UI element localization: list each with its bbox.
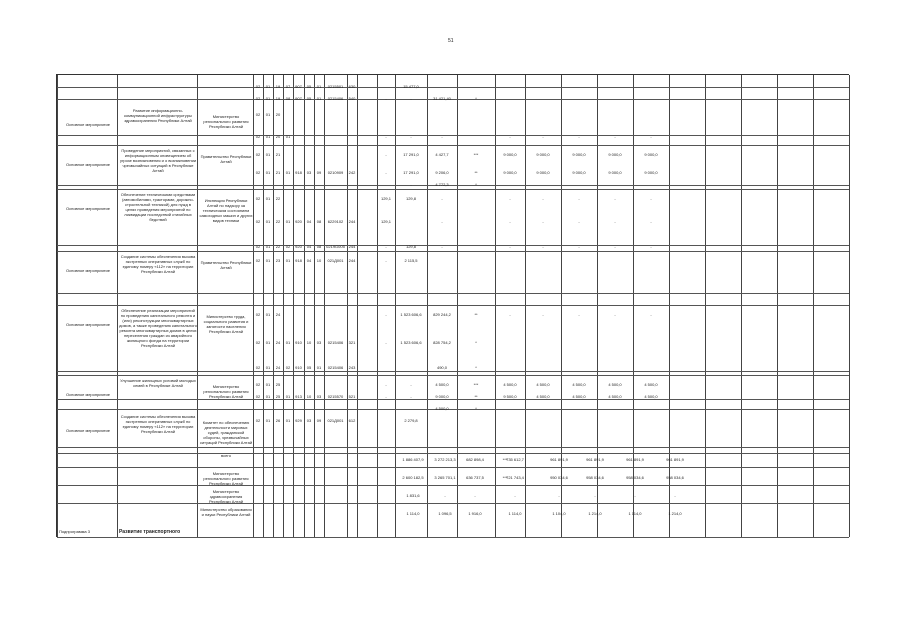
budget-code-cell: 01 — [285, 418, 291, 423]
total-value-cell: - — [444, 493, 446, 498]
value-cell: - — [578, 196, 580, 201]
total-value-cell: *** — [502, 457, 508, 462]
subprogram-name: Развитие транспортного — [119, 529, 181, 535]
row-type-label: Основное мероприятие — [66, 392, 110, 397]
budget-code-cell: 21 — [275, 152, 281, 157]
value-cell: 9 206,0 — [435, 170, 449, 175]
total-row-label: Министерство образования и науки Республики Алтай — [200, 507, 252, 517]
row-measure-name: Создание системы обеспечения вызова экстренных оперативных служб по единому номеру «112» на территории Республики Алтай — [120, 254, 196, 274]
value-cell: 2 115,5 — [404, 258, 418, 263]
budget-code-cell: 0210909 — [327, 170, 344, 175]
value-cell: 9 000,0 — [503, 170, 517, 175]
value-cell: 4 500,0 — [572, 394, 586, 399]
budget-code-cell: 08 — [316, 244, 322, 249]
budget-code-cell: 04 — [306, 258, 312, 263]
value-cell: - — [578, 244, 580, 249]
value-cell: 17 291,0 — [403, 170, 419, 175]
value-cell: - — [410, 182, 412, 187]
value-cell: 490,0 — [436, 365, 447, 370]
row-type-label: Основное мероприятие — [66, 122, 110, 127]
budget-code-cell: 242 — [348, 170, 356, 175]
row-measure-name: Улучшение жилищных условий молодых семей в Республике Алтай — [120, 378, 196, 388]
budget-code-cell: 02 — [255, 244, 261, 249]
budget-code-cell: 0215501 — [327, 84, 344, 89]
value-cell: - — [509, 312, 511, 317]
value-cell: 1 523 606,6 — [400, 340, 422, 345]
budget-code-cell: 02 — [255, 219, 261, 224]
value-cell: - — [650, 196, 652, 201]
budget-code-cell: 22 — [275, 196, 281, 201]
value-cell: - — [650, 312, 652, 317]
table-row-rule — [57, 453, 849, 454]
value-cell: 2 279,8 — [404, 418, 418, 423]
table-column-rule — [849, 75, 850, 537]
value-cell: 9 000,0 — [572, 170, 586, 175]
value-cell: - — [385, 312, 387, 317]
subprogram-label: Подпрограмма 3 — [59, 529, 90, 534]
budget-code-cell: 01 — [265, 418, 271, 423]
budget-code-cell: 920 — [295, 244, 302, 249]
budget-code-cell: 910 — [295, 340, 302, 345]
budget-code-cell: 01 — [285, 134, 291, 139]
row-measure-name: Обеспечение реализации мероприятий по проведению капитального ремонта и (или) реконструкции многоквартирных домов, а также проведению капитального ремонта многоквартирных домов в целях переселения граждан из аварийного жилищного фонда на территории Республики Алтай — [119, 308, 197, 348]
budget-code-cell: 01 — [285, 340, 291, 345]
budget-code-cell: 02 — [255, 394, 261, 399]
budget-code-cell: 02 — [255, 312, 261, 317]
table-row-rule — [57, 375, 849, 376]
total-value-cell: 961 891,9 — [550, 457, 568, 462]
value-cell: - — [410, 96, 412, 101]
budget-code-cell: 09 — [316, 418, 322, 423]
total-row-label: всего — [221, 453, 231, 458]
value-cell: 9 000,0 — [608, 170, 622, 175]
value-cell: - — [385, 258, 387, 263]
total-value-cell: - — [594, 493, 596, 498]
budget-code-cell: 01 — [285, 394, 291, 399]
budget-code-cell: 02 — [255, 84, 261, 89]
value-cell: 829 244,2 — [433, 312, 451, 317]
row-executor: Правительство Республики Алтай — [200, 260, 252, 270]
budget-code-cell: 25 — [275, 382, 281, 387]
total-value-cell: - — [558, 493, 560, 498]
value-cell: 9 000,0 — [644, 152, 658, 157]
value-cell: 9 000,0 — [572, 152, 586, 157]
value-cell: 4 427,7 — [435, 152, 449, 157]
row-executor: Министерство регионального развития Республики Алтай — [203, 384, 249, 399]
budget-code-cell: 25 — [275, 394, 281, 399]
budget-code-cell: 01 — [265, 244, 271, 249]
budget-code-cell: 08 — [285, 96, 291, 101]
budget-code-cell: 23 — [275, 258, 281, 263]
budget-code-cell: 01 — [316, 365, 322, 370]
budget-code-cell: 20 — [275, 112, 281, 117]
budget-code-cell: 10 — [306, 340, 312, 345]
total-value-cell: 958 034,6 — [666, 475, 684, 480]
budget-code-cell: 04 — [306, 244, 312, 249]
value-cell: - — [650, 134, 652, 139]
total-value-cell: 1 114,0 — [508, 511, 522, 516]
budget-code-cell: 02 — [255, 96, 261, 101]
value-cell: - — [542, 244, 544, 249]
value-cell: 9 000,0 — [503, 152, 517, 157]
budget-code-cell: 521 — [348, 394, 356, 399]
budget-code-cell: 04 — [306, 219, 312, 224]
row-executor: Правительство Республики Алтай — [200, 154, 252, 164]
table-row-rule — [57, 189, 849, 190]
budget-table — [56, 74, 849, 537]
total-value-cell: 735 612,7 — [506, 457, 524, 462]
row-executor: Комитет по обеспечению деятельности мировых судей, гражданской обороны, чрезвычайных ситуаций Республики Алтай — [199, 420, 253, 445]
budget-code-cell: 19 — [275, 96, 281, 101]
value-cell: - — [614, 134, 616, 139]
value-cell: - — [614, 196, 616, 201]
budget-code-cell: 01 — [265, 134, 271, 139]
total-value-cell: 3 265 701,1 — [434, 475, 456, 480]
budget-code-cell: 26 — [275, 418, 281, 423]
budget-code-cell: 21 — [275, 170, 281, 175]
value-cell: - — [410, 382, 412, 387]
row-type-label: Основное мероприятие — [66, 268, 110, 273]
table-row-rule — [57, 371, 849, 372]
total-value-cell: 961 891,9 — [666, 457, 684, 462]
budget-code-cell: 01 — [265, 84, 271, 89]
value-cell: - — [385, 394, 387, 399]
budget-code-cell: 03 — [306, 418, 312, 423]
budget-code-cell: 02 — [255, 152, 261, 157]
budget-code-cell: 0215406 — [327, 340, 344, 345]
value-cell: * — [475, 96, 477, 101]
value-cell: - — [410, 134, 412, 139]
total-row-label: Министерство здравоохранения Республики Алтай — [209, 489, 243, 504]
value-cell: 9 000,0 — [644, 170, 658, 175]
value-cell: - — [509, 244, 511, 249]
budget-code-cell: 913 — [295, 394, 302, 399]
total-value-cell: 2 600 182,5 — [402, 475, 424, 480]
budget-code-cell: 920 — [295, 219, 302, 224]
value-cell: *** — [473, 152, 479, 157]
value-cell: 4 500,0 — [536, 394, 550, 399]
total-value-cell: 1 831,6 — [406, 493, 420, 498]
table-row-rule — [57, 503, 849, 504]
row-executor: Министерство труда, социального развития и занятости населения Республики Алтай — [203, 314, 249, 334]
total-value-cell: 3 272 213,3 — [434, 457, 456, 462]
total-value-cell: *** — [502, 475, 508, 480]
value-cell: - — [385, 170, 387, 175]
value-cell: 4 772,3 — [435, 182, 449, 187]
value-cell: - — [614, 244, 616, 249]
row-measure-name: Обеспечение техническими средствами (автомобилями, тракторами, дорожно-строительной техникой) для нужд в целях проведения мероприятий по ликвидации последствий стихийных бедствий — [120, 192, 196, 222]
budget-code-cell: 01 — [285, 170, 291, 175]
value-cell: 129,1 — [380, 196, 391, 201]
value-cell: 9 000,0 — [536, 170, 550, 175]
value-cell: 9 000,0 — [536, 152, 550, 157]
value-cell: - — [441, 196, 443, 201]
value-cell: - — [441, 134, 443, 139]
value-cell: 828 754,2 — [433, 340, 451, 345]
budget-code-cell: 01 — [265, 365, 271, 370]
value-cell: - — [614, 312, 616, 317]
value-cell: 129,8 — [405, 196, 416, 201]
budget-code-cell: 01 — [265, 394, 271, 399]
budget-code-cell: 6229102 — [327, 219, 344, 224]
budget-code-cell: 24 — [275, 365, 281, 370]
budget-code-cell: 244 — [348, 219, 356, 224]
budget-code-cell: 02 — [255, 340, 261, 345]
row-type-label: Основное мероприятие — [66, 206, 110, 211]
budget-code-cell: 0215406 — [327, 365, 344, 370]
table-row-rule — [57, 537, 849, 538]
value-cell: - — [509, 196, 511, 201]
value-cell: 4 500,0 — [608, 382, 622, 387]
budget-code-cell: 03 — [316, 340, 322, 345]
page-number: 51 — [448, 38, 454, 44]
table-row-rule — [57, 447, 849, 448]
total-value-cell: 958 034,6 — [586, 475, 604, 480]
budget-code-cell: 907 — [295, 96, 302, 101]
table-row-rule — [57, 251, 849, 252]
budget-code-cell: 0215570 — [327, 394, 344, 399]
value-cell: 9 500,0 — [503, 394, 517, 399]
budget-code-cell: 01 — [265, 312, 271, 317]
budget-code-cell: 244 — [348, 244, 356, 249]
budget-code-cell: 01 — [265, 382, 271, 387]
value-cell: 9 000,0 — [608, 152, 622, 157]
budget-code-cell: 321 — [348, 340, 356, 345]
total-value-cell: 1 886 407,9 — [402, 457, 424, 462]
value-cell: - — [578, 134, 580, 139]
table-row-rule — [57, 485, 849, 486]
budget-code-cell: 021Д001 — [327, 258, 344, 263]
value-cell: 4 500,0 — [503, 382, 517, 387]
row-measure-name: Создание системы обеспечения вызова экстренных оперативных служб по единому номеру «112» на территории Республики Алтай — [120, 414, 196, 434]
budget-code-cell: 02 — [255, 418, 261, 423]
row-type-label: Основное мероприятие — [66, 428, 110, 433]
table-row-rule — [57, 467, 849, 468]
budget-code-cell: 02 — [255, 112, 261, 117]
budget-code-cell: 03 — [316, 394, 322, 399]
value-cell: 4 500,0 — [435, 406, 449, 411]
total-value-cell: 636 737,5 — [466, 475, 484, 480]
budget-code-cell: 02 — [285, 244, 291, 249]
value-cell: - — [650, 219, 652, 224]
budget-code-cell: 243 — [348, 365, 356, 370]
total-value-cell: 1 114,0 — [628, 511, 642, 516]
value-cell: - — [542, 134, 544, 139]
value-cell: - — [578, 219, 580, 224]
value-cell: 4 500,0 — [572, 382, 586, 387]
budget-code-cell: 910 — [295, 365, 302, 370]
budget-code-cell: 0219G005 — [326, 244, 345, 249]
value-cell: - — [385, 96, 387, 101]
value-cell: 15 477,0 — [403, 84, 419, 89]
budget-code-cell: 01 — [285, 219, 291, 224]
budget-code-cell: 244 — [348, 258, 356, 263]
budget-code-cell: 22 — [275, 244, 281, 249]
budget-code-cell: 01 — [265, 112, 271, 117]
total-value-cell: - — [474, 493, 476, 498]
value-cell: 4 500,0 — [536, 382, 550, 387]
value-cell: - — [441, 219, 443, 224]
budget-code-cell: 540 — [348, 96, 356, 101]
value-cell: - — [385, 244, 387, 249]
total-value-cell: 961 891,9 — [586, 457, 604, 462]
value-cell: - — [385, 134, 387, 139]
value-cell: - — [578, 312, 580, 317]
budget-code-cell: 02 — [255, 170, 261, 175]
value-cell: 129,1 — [380, 219, 391, 224]
value-cell: 4 500,0 — [435, 382, 449, 387]
row-type-label: Основное мероприятие — [66, 322, 110, 327]
total-value-cell: 961 891,9 — [626, 457, 644, 462]
budget-code-cell: 24 — [275, 312, 281, 317]
total-value-cell: - — [514, 493, 516, 498]
budget-code-cell: 20 — [275, 134, 281, 139]
table-row-rule — [57, 145, 849, 146]
total-value-cell: 1 104,0 — [552, 511, 566, 516]
value-cell: - — [509, 219, 511, 224]
value-cell: - — [509, 134, 511, 139]
value-cell: *** — [473, 382, 479, 387]
budget-code-cell: 929 — [295, 418, 302, 423]
value-cell: * — [475, 182, 477, 187]
budget-code-cell: 05 — [306, 365, 312, 370]
budget-code-cell: 01 — [265, 170, 271, 175]
value-cell: - — [385, 382, 387, 387]
budget-code-cell: 03 — [306, 170, 312, 175]
value-cell: - — [542, 219, 544, 224]
table-row-rule — [57, 399, 849, 400]
value-cell: - — [542, 312, 544, 317]
budget-code-cell: 01 — [265, 340, 271, 345]
budget-code-cell: 02 — [285, 365, 291, 370]
value-cell: 4 500,0 — [644, 394, 658, 399]
total-value-cell: 958 034,6 — [626, 475, 644, 480]
value-cell: 9 000,0 — [435, 394, 449, 399]
budget-code-cell: 09 — [316, 170, 322, 175]
total-value-cell: 721 743,4 — [506, 475, 524, 480]
total-value-cell: 682 898,4 — [466, 457, 484, 462]
value-cell: 4 500,0 — [644, 382, 658, 387]
budget-code-cell: 07 — [285, 84, 291, 89]
value-cell: - — [614, 219, 616, 224]
value-cell: 17 291,0 — [403, 152, 419, 157]
total-value-cell: - — [674, 493, 676, 498]
budget-code-cell: 22 — [275, 219, 281, 224]
budget-code-cell: 02 — [255, 365, 261, 370]
total-value-cell: 1 916,0 — [468, 511, 482, 516]
row-measure-name: Проведение мероприятий, связанных с информационным оповещением об угрозе возникновения и о возникновении чрезвычайных ситуаций в Республике Алтай — [119, 148, 197, 173]
value-cell: - — [542, 196, 544, 201]
value-cell: ** — [474, 170, 478, 175]
row-executor: Инспекция Республики Алтай по надзору за техническим состоянием самоходных машин и других видов техники — [199, 198, 253, 223]
total-value-cell: 1 096,5 — [438, 511, 452, 516]
budget-code-cell: 10 — [316, 258, 322, 263]
budget-code-cell: 01 — [265, 96, 271, 101]
value-cell: - — [385, 340, 387, 345]
budget-code-cell: 630 — [348, 84, 356, 89]
budget-code-cell: 01 — [265, 219, 271, 224]
value-cell: ** — [474, 394, 478, 399]
value-cell: ** — [474, 312, 478, 317]
budget-code-cell: 918 — [295, 170, 302, 175]
budget-code-cell: 01 — [285, 258, 291, 263]
value-cell: 31 421,40 — [433, 96, 451, 101]
budget-code-cell: 02 — [255, 134, 261, 139]
budget-code-cell: 907 — [295, 84, 302, 89]
budget-code-cell: 02 — [255, 196, 261, 201]
budget-code-cell: 19 — [275, 84, 281, 89]
total-value-cell: 1 114,0 — [406, 511, 420, 516]
value-cell: - — [441, 244, 443, 249]
budget-code-cell: 01 — [265, 258, 271, 263]
row-type-label: Основное мероприятие — [66, 162, 110, 167]
budget-code-cell: 01 — [265, 196, 271, 201]
budget-code-cell: 08 — [316, 219, 322, 224]
table-row-rule — [57, 305, 849, 306]
value-cell: 129,8 — [405, 244, 416, 249]
table-row-rule — [57, 293, 849, 294]
budget-code-cell: 24 — [275, 340, 281, 345]
row-executor: Министерство регионального развития Республики Алтай — [203, 114, 249, 129]
budget-code-cell: 0215406 — [327, 96, 344, 101]
budget-code-cell: 021Д001 — [327, 418, 344, 423]
total-value-cell: 1 214,0 — [588, 511, 602, 516]
row-measure-name: Развитие информационно-коммуникационной инфраструктуры здравоохранения Республики Алтай — [124, 108, 192, 123]
value-cell: 1 523 606,6 — [400, 312, 422, 317]
budget-code-cell: 01 — [316, 84, 322, 89]
value-cell: 4 500,0 — [608, 394, 622, 399]
value-cell: - — [410, 394, 412, 399]
budget-code-cell: 10 — [306, 394, 312, 399]
value-cell: * — [475, 406, 477, 411]
total-value-cell: 950 034,6 — [550, 475, 568, 480]
budget-code-cell: 05 — [306, 84, 312, 89]
value-cell: - — [650, 244, 652, 249]
total-row-label: Министерство регионального развития Республики Алтай — [203, 471, 249, 486]
value-cell: * — [475, 365, 477, 370]
budget-code-cell: 02 — [255, 382, 261, 387]
budget-code-cell: 918 — [295, 258, 302, 263]
total-value-cell: 1 214,0 — [668, 511, 682, 516]
value-cell: - — [385, 152, 387, 157]
value-cell: * — [475, 340, 477, 345]
table-row-rule — [57, 87, 849, 88]
budget-code-cell: 01 — [265, 152, 271, 157]
total-value-cell: - — [634, 493, 636, 498]
budget-code-cell: 612 — [348, 418, 356, 423]
budget-code-cell: 02 — [255, 258, 261, 263]
budget-code-cell: 01 — [316, 96, 322, 101]
budget-code-cell: 05 — [306, 96, 312, 101]
